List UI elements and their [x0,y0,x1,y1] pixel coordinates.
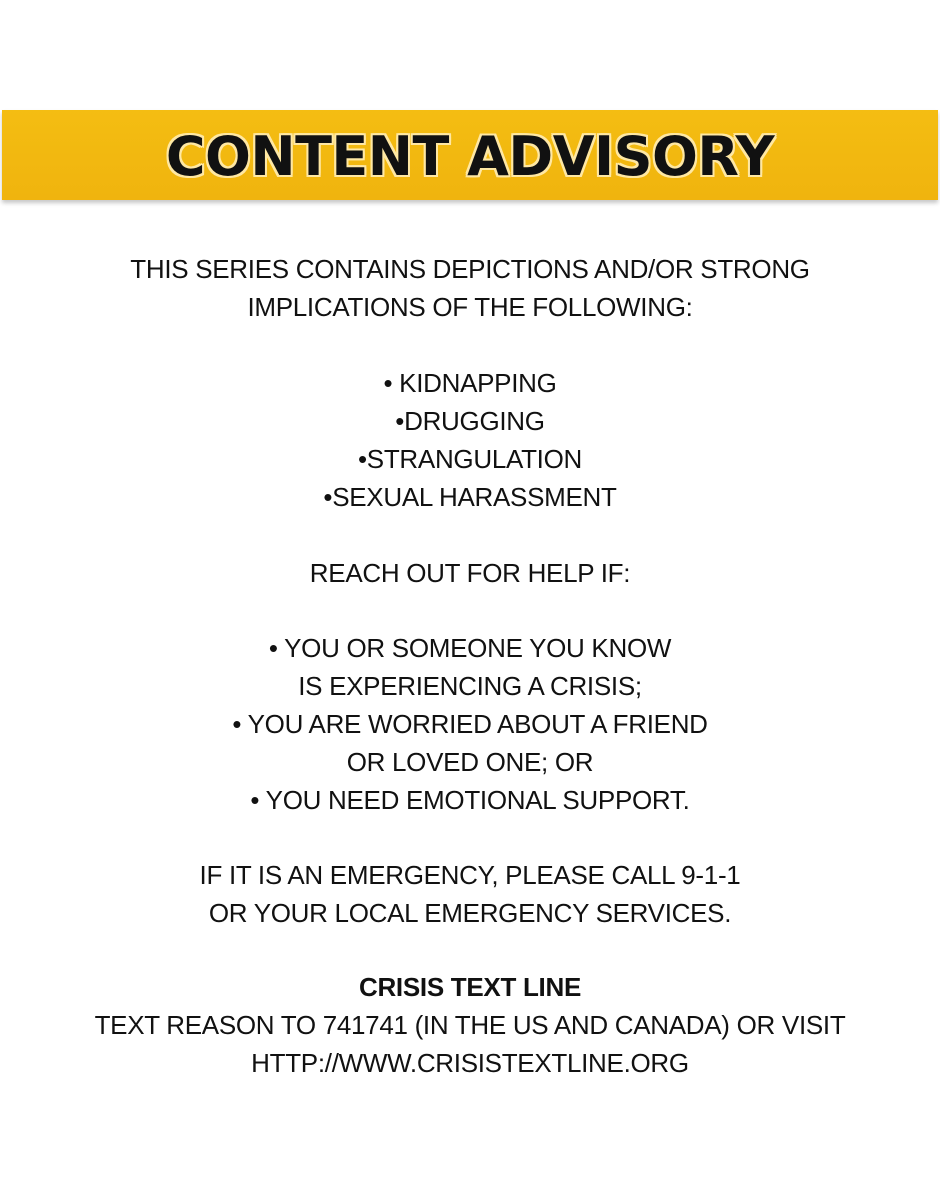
help-heading: REACH OUT FOR HELP IF: [309,558,631,588]
crisis-line-title: CRISIS TEXT LINE [358,972,581,1002]
list-item: •DRUGGING [395,406,545,436]
crisis-line-block [0,968,940,1082]
topics-list [0,364,940,516]
help-heading-block [0,554,940,592]
crisis-line-url[interactable]: HTTP://WWW.CRISISTEXTLINE.ORG [251,1048,689,1078]
list-item: •STRANGULATION [358,444,582,474]
emergency-text [0,856,940,932]
list-item: OR LOVED ONE; OR [346,747,594,777]
intro-line: IMPLICATIONS OF THE FOLLOWING: [247,292,693,322]
intro-line: THIS SERIES CONTAINS DEPICTIONS AND/OR STRONG [130,254,810,284]
list-item: IS EXPERIENCING A CRISIS; [298,671,642,701]
list-item: • YOU NEED EMOTIONAL SUPPORT. [250,785,690,815]
list-item: • KIDNAPPING [383,368,557,398]
advisory-banner [2,110,938,200]
emergency-line: OR YOUR LOCAL EMERGENCY SERVICES. [208,898,732,928]
crisis-line-text: TEXT REASON TO 741741 (IN THE US AND CANADA) OR VISIT [94,1010,846,1040]
help-list [0,629,940,819]
list-item: • YOU OR SOMEONE YOU KNOW [268,633,672,663]
banner-title: CONTENT ADVISORY [165,124,775,188]
list-item: •SEXUAL HARASSMENT [323,482,617,512]
emergency-line: IF IT IS AN EMERGENCY, PLEASE CALL 9-1-1 [199,860,741,890]
list-item: • YOU ARE WORRIED ABOUT A FRIEND [232,709,708,739]
intro-text [0,250,940,326]
